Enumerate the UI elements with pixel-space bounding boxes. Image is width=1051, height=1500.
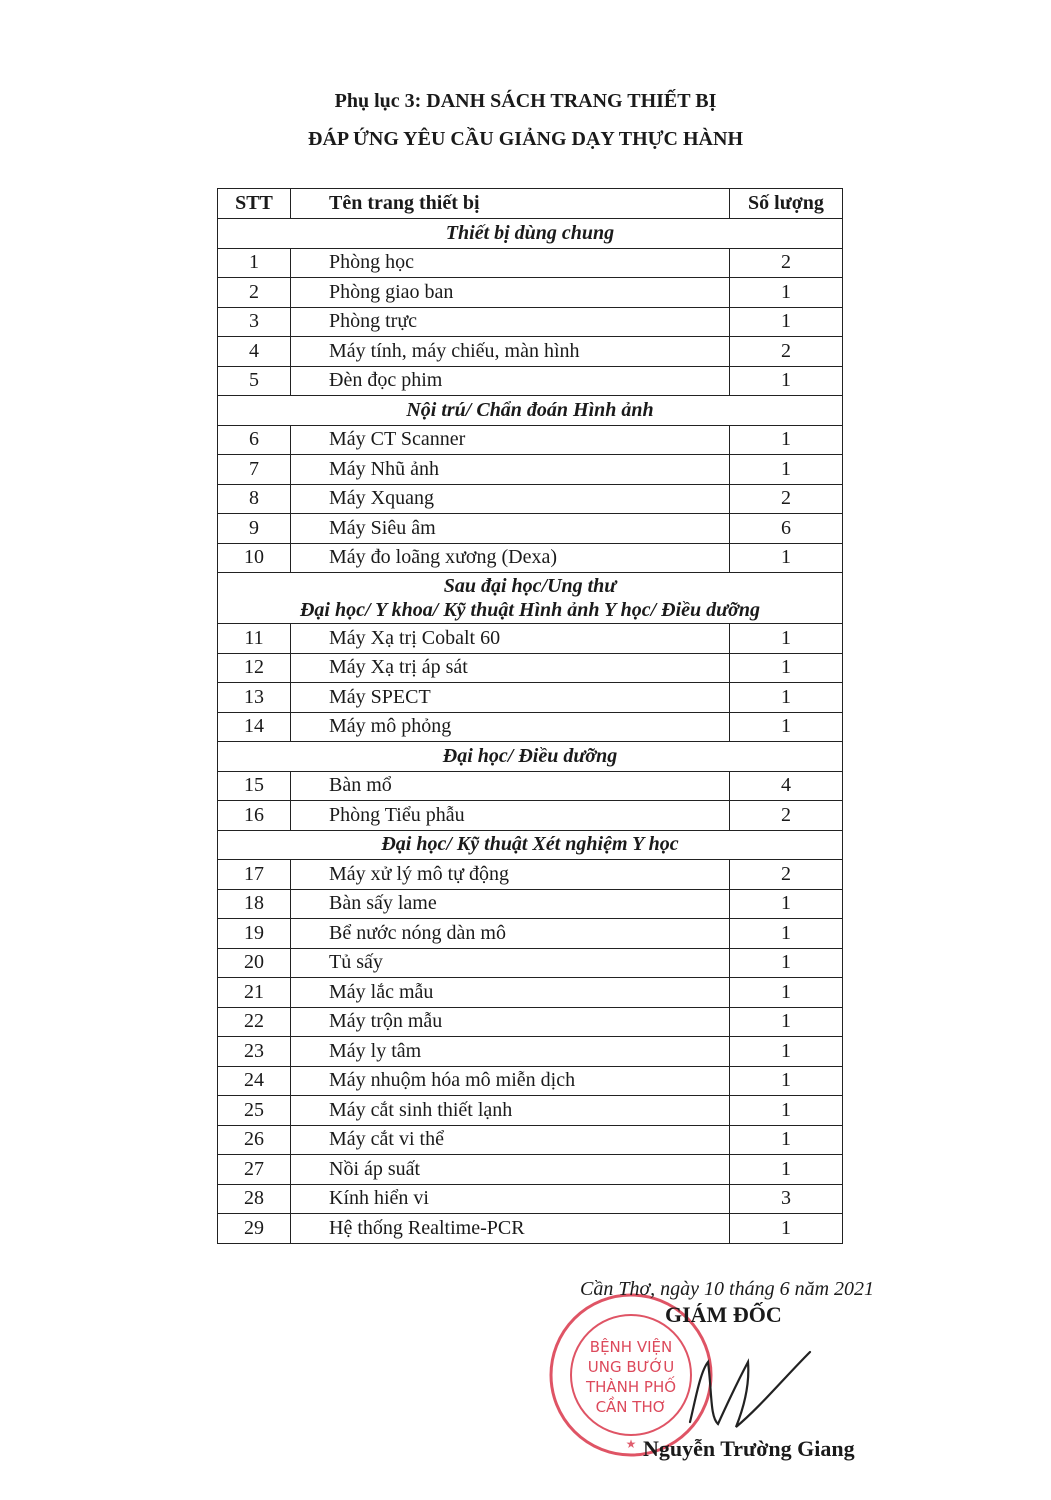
row-name: Bể nước nóng dàn mô — [291, 919, 730, 949]
row-stt: 25 — [218, 1096, 291, 1126]
place-date: Cần Thơ, ngày 10 tháng 6 năm 2021 — [580, 1278, 875, 1300]
row-stt: 16 — [218, 801, 291, 831]
row-name: Máy trộn mẫu — [291, 1007, 730, 1037]
table-row — [218, 919, 843, 949]
signature-block — [540, 1272, 960, 1482]
section-row — [218, 742, 843, 772]
row-name: Máy Xquang — [291, 484, 730, 514]
row-stt: 23 — [218, 1037, 291, 1067]
table-header-row — [218, 189, 843, 219]
row-qty: 1 — [730, 653, 843, 683]
section-title-text: Đại học/ Kỹ thuật Xét nghiệm Y học — [381, 833, 679, 856]
row-stt: 1 — [218, 248, 291, 278]
row-qty: 1 — [730, 278, 843, 308]
row-name: Phòng Tiểu phẫu — [291, 801, 730, 831]
table-row — [218, 1037, 843, 1067]
row-qty: 1 — [730, 683, 843, 713]
table-body — [218, 219, 843, 1244]
director-title: GIÁM ĐỐC — [665, 1302, 782, 1327]
table-row — [218, 1096, 843, 1126]
table-row — [218, 1214, 843, 1244]
row-name: Máy cắt vi thể — [291, 1125, 730, 1155]
row-stt: 9 — [218, 514, 291, 544]
row-qty: 2 — [730, 860, 843, 890]
row-qty: 1 — [730, 712, 843, 742]
row-stt: 24 — [218, 1066, 291, 1096]
row-name: Tủ sấy — [291, 948, 730, 978]
row-qty: 1 — [730, 624, 843, 654]
row-stt: 13 — [218, 683, 291, 713]
row-qty: 1 — [730, 889, 843, 919]
row-name: Máy Xạ trị áp sát — [291, 653, 730, 683]
section-title-text: Nội trú/ Chẩn đoán Hình ảnh — [406, 398, 654, 421]
table-row — [218, 1155, 843, 1185]
section-row — [218, 830, 843, 860]
document-title-line1: Phụ lục 3: DANH SÁCH TRANG THIẾT BỊ — [334, 90, 717, 112]
row-qty: 2 — [730, 484, 843, 514]
section-title — [218, 396, 843, 426]
row-stt: 17 — [218, 860, 291, 890]
section-row — [218, 396, 843, 426]
row-name: Máy CT Scanner — [291, 425, 730, 455]
row-qty: 3 — [730, 1184, 843, 1214]
row-name: Máy mô phỏng — [291, 712, 730, 742]
row-stt: 5 — [218, 366, 291, 396]
row-stt: 10 — [218, 543, 291, 573]
row-stt: 15 — [218, 771, 291, 801]
table-row — [218, 624, 843, 654]
row-name: Máy SPECT — [291, 683, 730, 713]
row-qty: 1 — [730, 455, 843, 485]
row-name: Máy Nhũ ảnh — [291, 455, 730, 485]
document-title-line2: ĐÁP ỨNG YÊU CẦU GIẢNG DẠY THỰC HÀNH — [308, 128, 743, 150]
table-row — [218, 1066, 843, 1096]
row-stt: 2 — [218, 278, 291, 308]
row-stt: 28 — [218, 1184, 291, 1214]
row-name: Máy Siêu âm — [291, 514, 730, 544]
header-qty: Số lượng — [730, 189, 843, 219]
section-title — [218, 219, 843, 249]
row-stt: 21 — [218, 978, 291, 1008]
section-title-text: Sau đại học/Ung thư — [443, 575, 617, 597]
row-qty: 4 — [730, 771, 843, 801]
table-row — [218, 801, 843, 831]
row-qty: 1 — [730, 1125, 843, 1155]
section-row — [218, 573, 843, 624]
table-row — [218, 337, 843, 367]
table-row — [218, 1184, 843, 1214]
row-name: Máy cắt sinh thiết lạnh — [291, 1096, 730, 1126]
row-qty: 2 — [730, 337, 843, 367]
row-stt: 29 — [218, 1214, 291, 1244]
row-stt: 6 — [218, 425, 291, 455]
row-qty: 2 — [730, 801, 843, 831]
table-row — [218, 514, 843, 544]
row-stt: 14 — [218, 712, 291, 742]
row-name: Phòng học — [291, 248, 730, 278]
row-qty: 2 — [730, 248, 843, 278]
section-title — [218, 830, 843, 860]
table-row — [218, 366, 843, 396]
row-name: Đèn đọc phim — [291, 366, 730, 396]
row-qty: 1 — [730, 1096, 843, 1126]
table-row — [218, 307, 843, 337]
row-qty: 1 — [730, 948, 843, 978]
header-name: Tên trang thiết bị — [291, 189, 730, 219]
row-name: Phòng trực — [291, 307, 730, 337]
seal-line-2: UNG BƯỚU — [587, 1358, 675, 1376]
row-stt: 19 — [218, 919, 291, 949]
row-stt: 22 — [218, 1007, 291, 1037]
table-row — [218, 425, 843, 455]
row-stt: 4 — [218, 337, 291, 367]
row-name: Kính hiển vi — [291, 1184, 730, 1214]
row-name: Máy Xạ trị Cobalt 60 — [291, 624, 730, 654]
signer-name: Nguyễn Trường Giang — [643, 1436, 855, 1461]
row-qty: 1 — [730, 425, 843, 455]
table-row — [218, 978, 843, 1008]
row-qty: 6 — [730, 514, 843, 544]
row-name: Máy xử lý mô tự động — [291, 860, 730, 890]
row-qty: 1 — [730, 1007, 843, 1037]
equipment-table — [217, 188, 843, 1244]
row-stt: 26 — [218, 1125, 291, 1155]
row-name: Bàn sấy lame — [291, 889, 730, 919]
row-stt: 8 — [218, 484, 291, 514]
table-row — [218, 248, 843, 278]
row-qty: 1 — [730, 543, 843, 573]
table-row — [218, 653, 843, 683]
svg-text:★: ★ — [625, 1437, 637, 1451]
row-stt: 27 — [218, 1155, 291, 1185]
table-row — [218, 455, 843, 485]
row-name: Hệ thống Realtime-PCR — [291, 1214, 730, 1244]
seal-line-1: BỆNH VIỆN — [589, 1338, 673, 1356]
row-name: Máy ly tâm — [291, 1037, 730, 1067]
section-title-text: Đại học/ Điều dưỡng — [442, 744, 618, 767]
row-qty: 1 — [730, 919, 843, 949]
row-qty: 1 — [730, 1155, 843, 1185]
row-stt: 18 — [218, 889, 291, 919]
section-title — [218, 573, 843, 624]
row-qty: 1 — [730, 1066, 843, 1096]
table-row — [218, 889, 843, 919]
row-stt: 12 — [218, 653, 291, 683]
row-name: Máy tính, máy chiếu, màn hình — [291, 337, 730, 367]
row-name: Nồi áp suất — [291, 1155, 730, 1185]
row-name: Máy lắc mẫu — [291, 978, 730, 1008]
table-row — [218, 1125, 843, 1155]
row-name: Máy nhuộm hóa mô miễn dịch — [291, 1066, 730, 1096]
table-row — [218, 683, 843, 713]
table-row — [218, 712, 843, 742]
row-qty: 1 — [730, 1214, 843, 1244]
row-stt: 7 — [218, 455, 291, 485]
table-row — [218, 860, 843, 890]
table-row — [218, 543, 843, 573]
row-name: Bàn mổ — [291, 771, 730, 801]
section-title-text-2: Đại học/ Y khoa/ Kỹ thuật Hình ảnh Y học/ Điều dưỡng — [299, 599, 761, 621]
table-row — [218, 948, 843, 978]
row-stt: 20 — [218, 948, 291, 978]
table-row — [218, 484, 843, 514]
table-row — [218, 1007, 843, 1037]
row-qty: 1 — [730, 1037, 843, 1067]
seal-line-4: CẦN THƠ — [595, 1398, 667, 1416]
row-qty: 1 — [730, 307, 843, 337]
table-row — [218, 278, 843, 308]
row-qty: 1 — [730, 366, 843, 396]
section-row — [218, 219, 843, 249]
row-qty: 1 — [730, 978, 843, 1008]
row-stt: 11 — [218, 624, 291, 654]
handwritten-signature — [670, 1332, 820, 1432]
seal-line-3: THÀNH PHỐ — [585, 1378, 677, 1396]
header-stt: STT — [218, 189, 291, 219]
row-name: Máy đo loãng xương (Dexa) — [291, 543, 730, 573]
section-title — [218, 742, 843, 772]
row-stt: 3 — [218, 307, 291, 337]
section-title-text: Thiết bị dùng chung — [445, 221, 615, 244]
row-name: Phòng giao ban — [291, 278, 730, 308]
table-row — [218, 771, 843, 801]
